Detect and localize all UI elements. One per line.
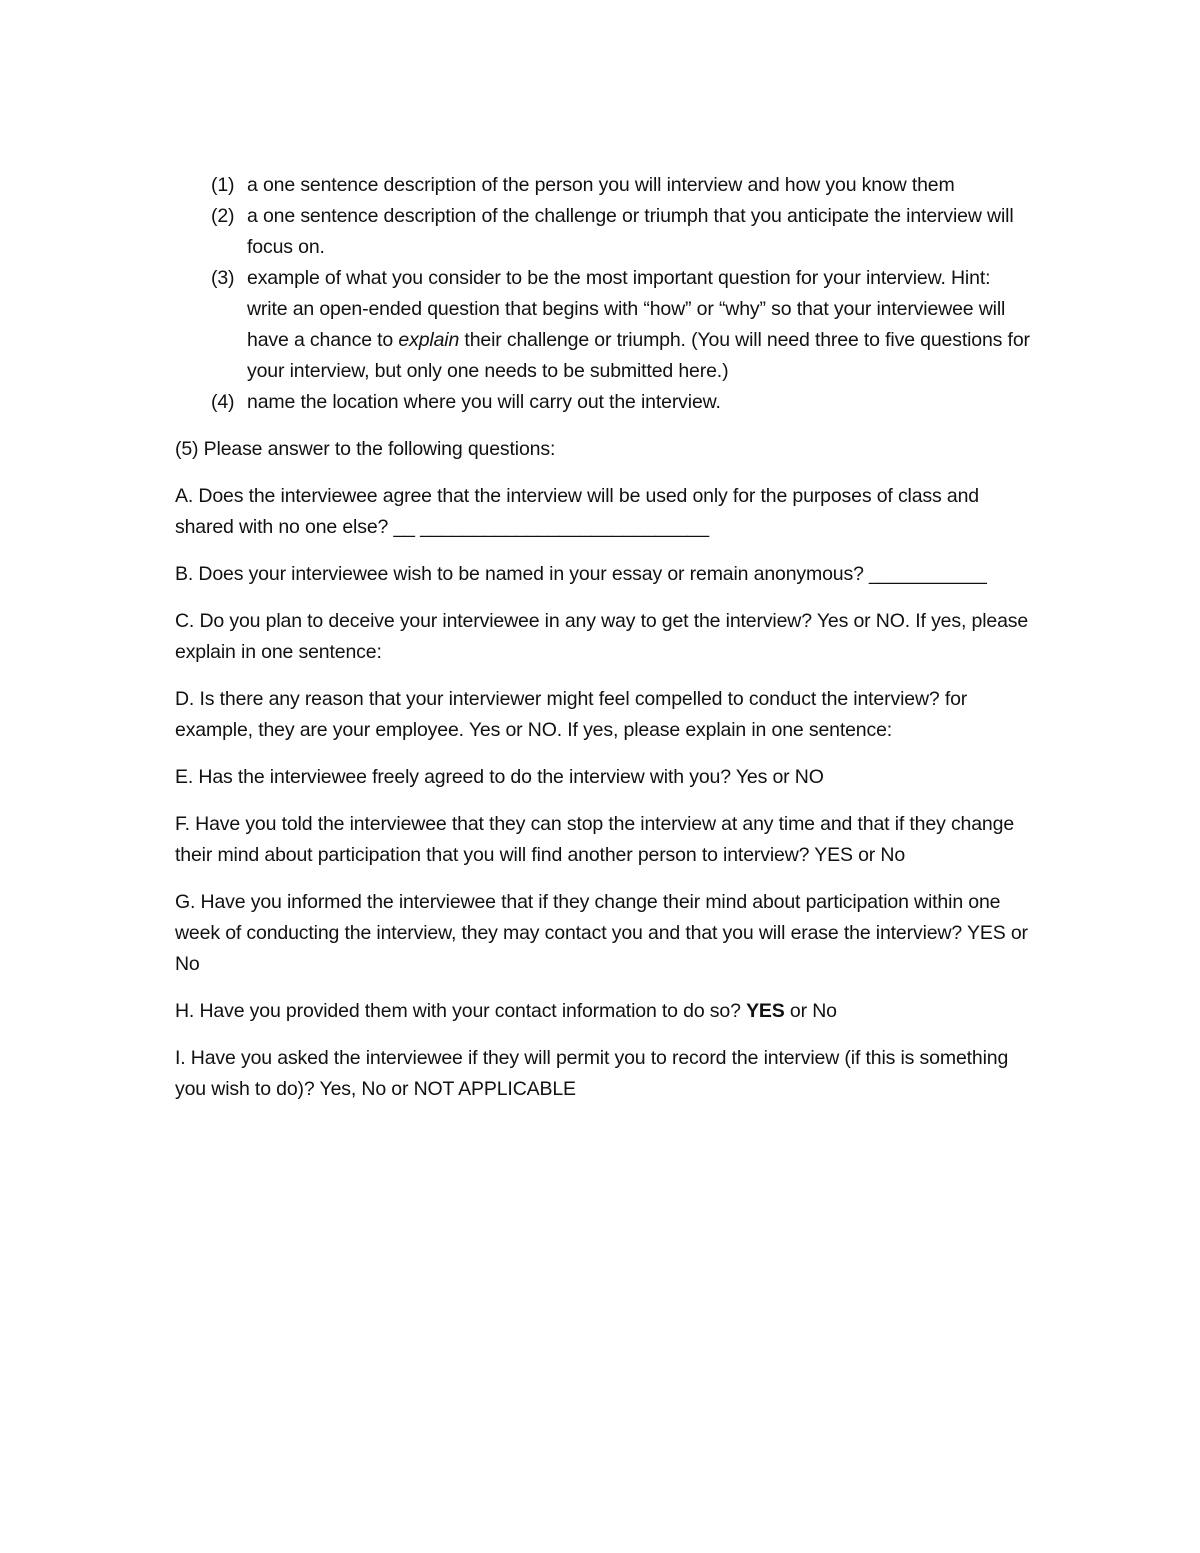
question-e: E. Has the interviewee freely agreed to do the interview with you? Yes or NO xyxy=(175,766,824,788)
list-item-text-part: example of what you consider to be the most important question for your interview. Hint: write an open-ended question that begins with “how” or “why” so that your interviewee will have a chance to xyxy=(247,267,1006,351)
list-item xyxy=(175,387,1035,418)
document-body xyxy=(175,170,1035,1105)
list-item xyxy=(175,201,1035,263)
list-item-text: a one sentence description of the challenge or triumph that you anticipate the interview will focus on. xyxy=(247,205,1014,258)
list-item-text-part: their challenge or triumph. (You will need three to five questions for your interview, but only one needs to be submitted here.) xyxy=(247,329,1030,382)
question-h-text-end: or No xyxy=(784,1000,837,1022)
question-h xyxy=(175,996,1035,1027)
list-item-text xyxy=(247,267,1030,382)
question-a: A. Does the interviewee agree that the interview will be used only for the purposes of class and shared with no one else? __ ___________________________ xyxy=(175,485,979,538)
list-number: (2) xyxy=(211,205,235,227)
question-g: G. Have you informed the interviewee that if they change their mind about participation within one week of conducting the interview, they may contact you and that you will erase the interview? YES or No xyxy=(175,891,1028,975)
questions-intro: (5) Please answer to the following questions: xyxy=(175,438,556,460)
question-c: C. Do you plan to deceive your interviewee in any way to get the interview? Yes or NO. If yes, please explain in one sentence: xyxy=(175,610,1029,663)
list-number: (3) xyxy=(211,267,235,289)
question-h-text: H. Have you provided them with your contact information to do so? xyxy=(175,1000,747,1022)
question-d: D. Is there any reason that your interviewer might feel compelled to conduct the interview? for example, they are your employee. Yes or NO. If yes, please explain in one sentence: xyxy=(175,688,968,741)
emphasis-text: explain xyxy=(398,329,460,351)
question-h-bold-answer: YES xyxy=(746,1000,785,1022)
question-f: F. Have you told the interviewee that they can stop the interview at any time and that if they change their mind about participation that you will find another person to interview? YES or No xyxy=(175,813,1015,866)
list-number: (4) xyxy=(211,391,235,413)
list-item xyxy=(175,263,1035,387)
list-number: (1) xyxy=(211,174,235,196)
list-item-text: name the location where you will carry out the interview. xyxy=(247,391,721,413)
question-i: I. Have you asked the interviewee if they will permit you to record the interview (if this is something you wish to do)? Yes, No or NOT APPLICABLE xyxy=(175,1047,1009,1100)
question-b: B. Does your interviewee wish to be named in your essay or remain anonymous? ___________ xyxy=(175,563,987,585)
list-item xyxy=(175,170,1035,201)
list-item-text: a one sentence description of the person you will interview and how you know them xyxy=(247,174,955,196)
numbered-list xyxy=(175,170,1035,418)
